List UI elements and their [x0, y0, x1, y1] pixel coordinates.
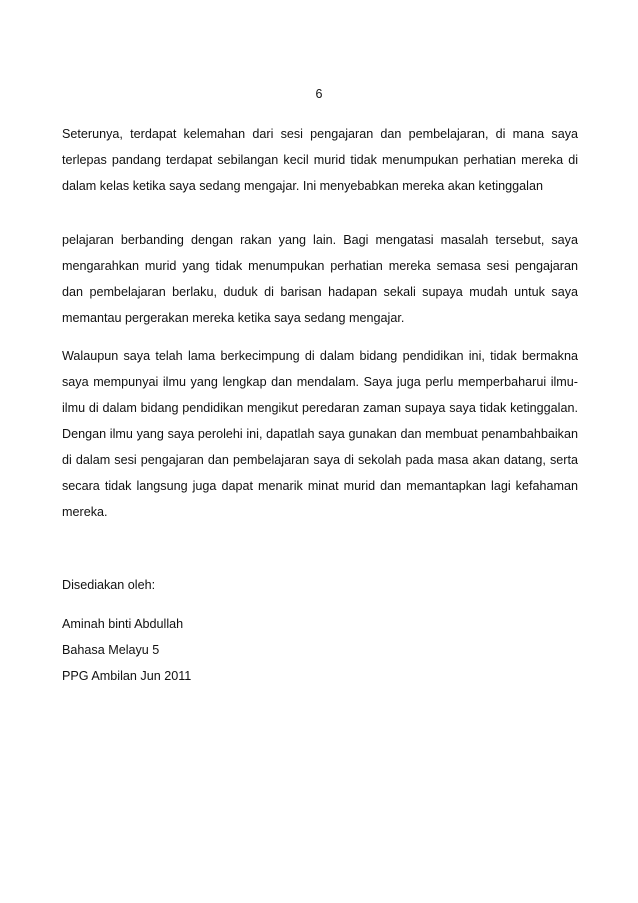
paragraph-reflection: Walaupun saya telah lama berkecimpung di dalam bidang pendidikan ini, tidak bermakna saya mempunyai ilmu yang lengkap dan mendalam. Saya juga perlu memperbaharui ilmu-ilmu di dalam bidang pendidikan mengikut peredaran zaman supaya saya tidak ketinggalan. Dengan ilmu yang saya perolehi ini, dapatlah saya gunakan dan membuat penambahbaikan di dalam sesi pengajaran dan pembelajaran saya di sekolah pada masa akan datang, serta secara tidak langsung juga dapat menarik minat murid dan memantapkan lagi kefahaman mereka.	[62, 349, 578, 519]
prepared-by-label: Disediakan oleh:	[62, 578, 156, 592]
program-name: PPG Ambilan Jun 2011	[62, 669, 192, 683]
paragraph-weakness: Seterunya, terdapat kelemahan dari sesi pengajaran dan pembelajaran, di mana saya terlepas pandang terdapat sebilangan kecil murid tidak menumpukan perhatian mereka di dalam kelas ketika saya sedang mengajar. Ini menyebabkan mereka akan ketinggalan	[62, 127, 578, 193]
course-name: Bahasa Melayu 5	[62, 643, 160, 657]
page-number: 6	[315, 87, 323, 101]
author-name: Aminah binti Abdullah	[62, 617, 184, 631]
paragraph-solution: pelajaran berbanding dengan rakan yang lain. Bagi mengatasi masalah tersebut, saya mengarahkan murid yang tidak menumpukan perhatian mereka semasa sesi pengajaran dan pembelajaran berlaku, duduk di barisan hadapan sekali supaya mudah untuk saya memantau pergerakan mereka ketika saya sedang mengajar.	[62, 233, 578, 325]
